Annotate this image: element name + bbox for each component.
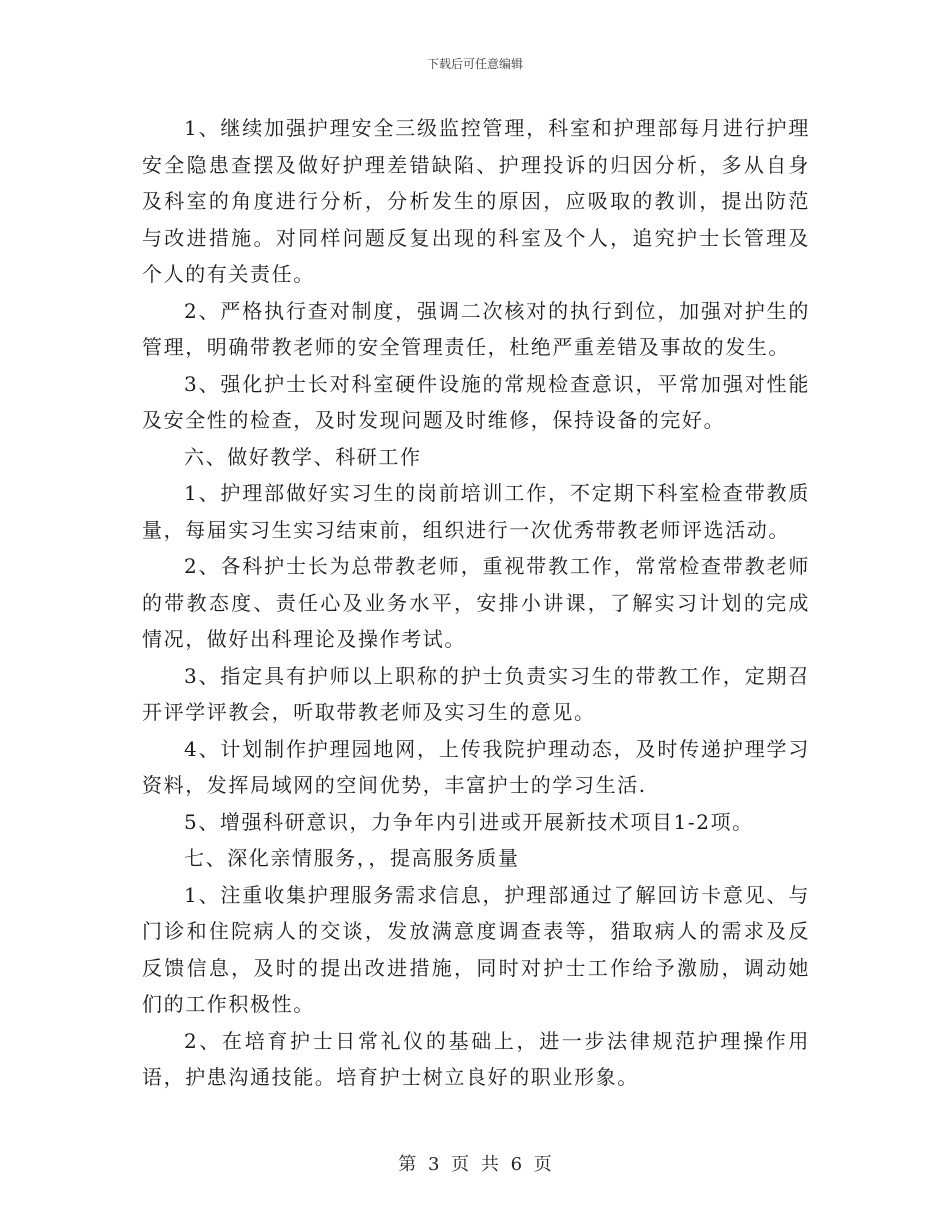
document-body: [142, 110, 810, 1096]
paragraph: 3、指定具有护师以上职称的护士负责实习生的带教工作，定期召开评学评教会，听取带教老师及实习生的意见。: [142, 663, 810, 724]
header-note: 下载后可任意编辑: [426, 57, 523, 71]
paragraph: 1、继续加强护理安全三级监控管理，科室和护理部每月进行护理安全隐患查摆及做好护理差错缺陷、护理投诉的归因分析，多从自身及科室的角度进行分析，分析发生的原因，应吸取的教训，提出防范与改进措施。对同样问题反复出现的科室及个人，追究护士长管理及个人的有关责任。: [142, 116, 810, 286]
paragraph: 5、增强科研意识，力争年内引进或开展新技术项目1-2项。: [184, 809, 754, 834]
paragraph: 1、注重收集护理服务需求信息，护理部通过了解回访卡意见、与门诊和住院病人的交谈，发放满意度调查表等，猎取病人的需求及反反馈信息，及时的提出改进措施，同时对护士工作给予激励，调动她们的工作积极性。: [142, 882, 810, 1016]
section-heading: 七、深化亲情服务，，提高服务质量: [184, 846, 520, 870]
paragraph: 2、严格执行查对制度，强调二次核对的执行到位，加强对护生的管理，明确带教老师的安全管理责任，杜绝严重差错及事故的发生。: [142, 298, 810, 359]
paragraph: 3、强化护士长对科室硬件设施的常规检查意识，平常加强对性能及安全性的检查，及时发现问题及时维修，保持设备的完好。: [142, 371, 810, 432]
section-heading: 六、做好教学、科研工作: [184, 444, 422, 469]
paragraph: 1、护理部做好实习生的岗前培训工作，不定期下科室检查带教质量，每届实习生实习结束前，组织进行一次优秀带教老师评选活动。: [142, 481, 810, 542]
page-number: 第 3 页 共 6 页: [398, 1154, 552, 1175]
paragraph: 2、各科护士长为总带教老师，重视带教工作，常常检查带教老师的带教态度、责任心及业务水平，安排小讲课，了解实习计划的完成情况，做好出科理论及操作考试。: [142, 554, 810, 651]
paragraph: 2、在培育护士日常礼仪的基础上，进一步法律规范护理操作用语，护患沟通技能。培育护士树立良好的职业形象。: [142, 1028, 810, 1089]
paragraph: 4、计划制作护理园地网，上传我院护理动态，及时传递护理学习资料，发挥局域网的空间优势，丰富护士的学习生活.: [142, 736, 810, 797]
